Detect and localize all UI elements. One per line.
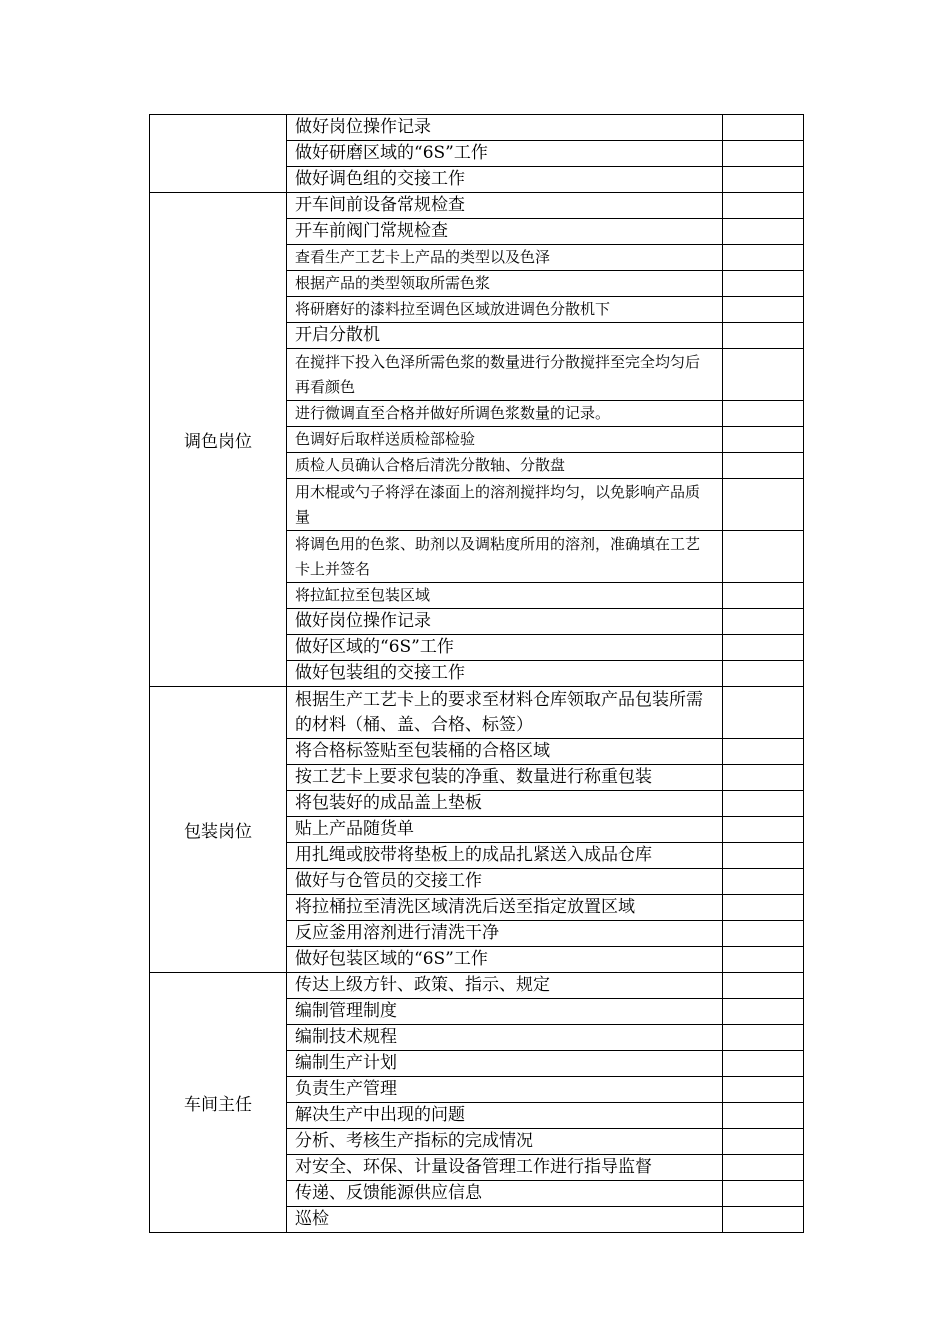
blank-cell [723,453,804,479]
task-cell: 做好岗位操作记录 [287,115,723,141]
task-cell: 对安全、环保、计量设备管理工作进行指导监督 [287,1155,723,1181]
blank-cell [723,895,804,921]
blank-cell [723,921,804,947]
blank-cell [723,271,804,297]
task-cell: 巡检 [287,1207,723,1233]
table-row [150,193,804,219]
task-cell: 质检人员确认合格后清洗分散轴、分散盘 [287,453,723,479]
blank-cell [723,193,804,219]
blank-cell [723,349,804,401]
blank-cell [723,219,804,245]
blank-cell [723,1103,804,1129]
blank-cell [723,687,804,739]
blank-cell [723,635,804,661]
blank-cell [723,1025,804,1051]
blank-cell [723,115,804,141]
task-cell: 负责生产管理 [287,1077,723,1103]
blank-cell [723,401,804,427]
task-cell: 传达上级方针、政策、指示、规定 [287,973,723,999]
blank-cell [723,531,804,583]
blank-cell [723,479,804,531]
table-row [150,115,804,141]
blank-cell [723,947,804,973]
task-cell: 做好包装区域的“6S”工作 [287,947,723,973]
task-cell: 用扎绳或胶带将垫板上的成品扎紧送入成品仓库 [287,843,723,869]
blank-cell [723,843,804,869]
post-name-cell: 车间主任 [150,973,287,1233]
task-cell: 编制生产计划 [287,1051,723,1077]
task-cell: 将拉桶拉至清洗区域清洗后送至指定放置区域 [287,895,723,921]
task-cell: 做好研磨区域的“6S”工作 [287,141,723,167]
task-cell: 做好调色组的交接工作 [287,167,723,193]
task-cell: 色调好后取样送质检部检验 [287,427,723,453]
task-cell: 编制技术规程 [287,1025,723,1051]
task-cell: 解决生产中出现的问题 [287,1103,723,1129]
task-cell: 查看生产工艺卡上产品的类型以及色泽 [287,245,723,271]
task-cell: 在搅拌下投入色泽所需色浆的数量进行分散搅拌至完全均匀后再看颜色 [287,349,723,401]
task-cell: 开车间前设备常规检查 [287,193,723,219]
post-name-cell: 包装岗位 [150,687,287,973]
task-cell: 将包装好的成品盖上垫板 [287,791,723,817]
table-row [150,687,804,739]
task-cell: 做好与仓管员的交接工作 [287,869,723,895]
blank-cell [723,661,804,687]
blank-cell [723,1181,804,1207]
blank-cell [723,1155,804,1181]
blank-cell [723,765,804,791]
post-name-cell [150,115,287,193]
blank-cell [723,167,804,193]
blank-cell [723,869,804,895]
blank-cell [723,323,804,349]
blank-cell [723,817,804,843]
blank-cell [723,1051,804,1077]
task-cell: 做好区域的“6S”工作 [287,635,723,661]
task-cell: 开车前阀门常规检查 [287,219,723,245]
task-cell: 根据产品的类型领取所需色浆 [287,271,723,297]
blank-cell [723,245,804,271]
task-cell: 将拉缸拉至包装区域 [287,583,723,609]
blank-cell [723,1077,804,1103]
blank-cell [723,739,804,765]
blank-cell [723,141,804,167]
duty-table-body [150,115,804,1233]
task-cell: 编制管理制度 [287,999,723,1025]
task-cell: 贴上产品随货单 [287,817,723,843]
task-cell: 传递、反馈能源供应信息 [287,1181,723,1207]
task-cell: 将合格标签贴至包装桶的合格区域 [287,739,723,765]
post-name-cell: 调色岗位 [150,193,287,687]
blank-cell [723,427,804,453]
duty-table [149,114,804,1233]
task-cell: 分析、考核生产指标的完成情况 [287,1129,723,1155]
blank-cell [723,791,804,817]
task-cell: 按工艺卡上要求包装的净重、数量进行称重包装 [287,765,723,791]
task-cell: 用木棍或勺子将浮在漆面上的溶剂搅拌均匀，以免影响产品质量 [287,479,723,531]
task-cell: 将研磨好的漆料拉至调色区域放进调色分散机下 [287,297,723,323]
task-cell: 做好岗位操作记录 [287,609,723,635]
task-cell: 做好包装组的交接工作 [287,661,723,687]
task-cell: 反应釜用溶剂进行清洗干净 [287,921,723,947]
task-cell: 根据生产工艺卡上的要求至材料仓库领取产品包装所需的材料（桶、盖、合格、标签） [287,687,723,739]
blank-cell [723,1129,804,1155]
task-cell: 开启分散机 [287,323,723,349]
blank-cell [723,297,804,323]
table-row [150,973,804,999]
blank-cell [723,999,804,1025]
blank-cell [723,1207,804,1233]
blank-cell [723,583,804,609]
task-cell: 进行微调直至合格并做好所调色浆数量的记录。 [287,401,723,427]
task-cell: 将调色用的色浆、助剂以及调粘度所用的溶剂，准确填在工艺卡上并签名 [287,531,723,583]
blank-cell [723,609,804,635]
blank-cell [723,973,804,999]
